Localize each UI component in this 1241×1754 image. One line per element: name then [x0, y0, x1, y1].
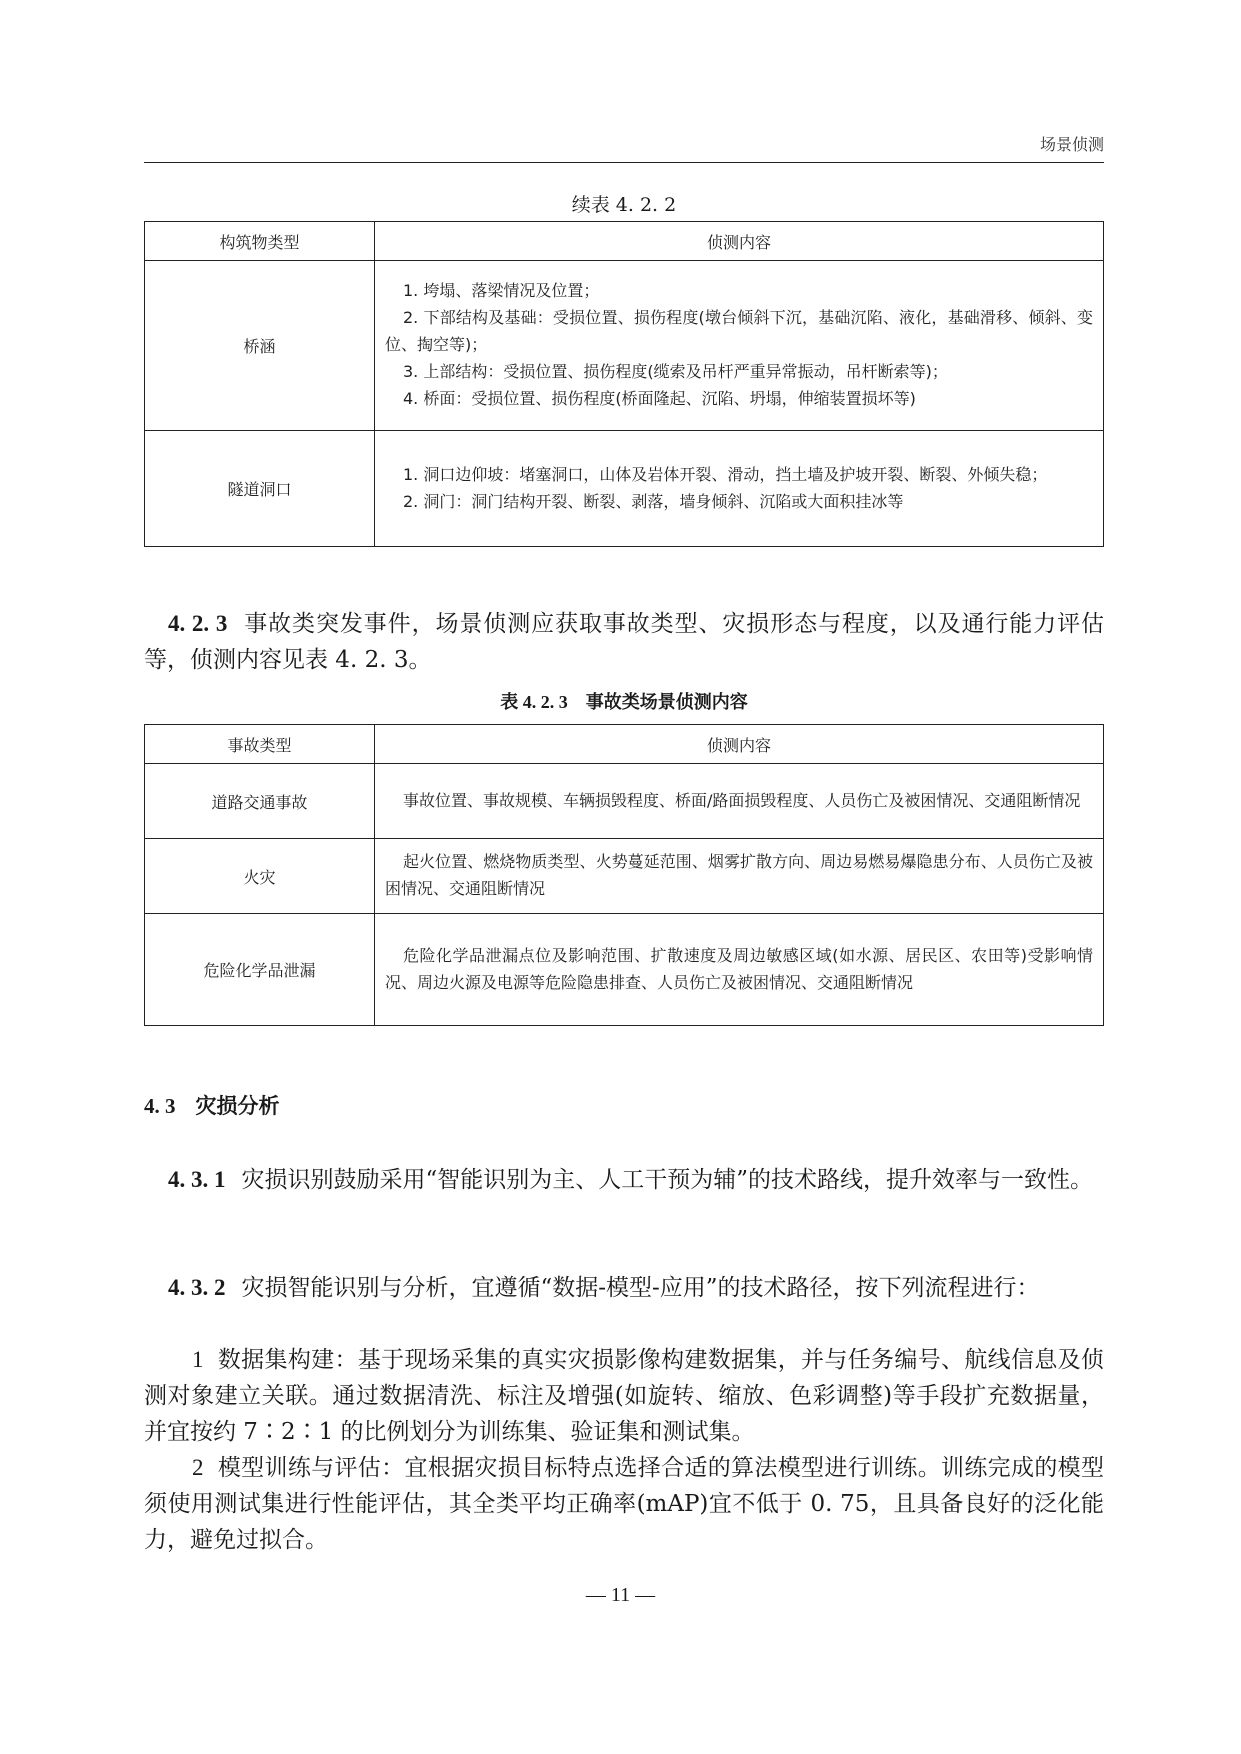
column-header: 事故类型: [145, 725, 375, 764]
content-item: 1. 洞口边仰坡：堵塞洞口，山体及岩体开裂、滑动，挡土墙及护坡开裂、断裂、外倾失稳；: [403, 464, 1048, 484]
table-continued-caption: 续表 4. 2. 2: [571, 194, 677, 216]
table-4-2-2-continued: [144, 221, 1104, 547]
table-title-text: 事故类场景侦测内容: [585, 692, 748, 713]
table-header-row: [145, 725, 1104, 764]
section-4-3-heading: [144, 1090, 280, 1120]
accident-type: 火灾: [145, 839, 375, 914]
detection-content: [375, 261, 1104, 431]
table-row: [145, 764, 1104, 839]
structure-type: 桥涵: [145, 261, 375, 431]
table-4-2-3-title: [144, 688, 1104, 714]
column-header: 侦测内容: [375, 222, 1104, 261]
clause-4-3-1: [144, 1162, 1104, 1198]
detection-content: 起火位置、燃烧物质类型、火势蔓延范围、烟雾扩散方向、周边易燃易爆隐患分布、人员伤亡及被困情况、交通阻断情况: [375, 839, 1104, 914]
table-header-row: [145, 222, 1104, 261]
content-item: 4. 桥面：受损位置、损伤程度(桥面隆起、沉陷、坍塌，伸缩装置损坏等): [403, 389, 916, 408]
content-item: 2. 洞门：洞门结构开裂、断裂、剥落，墙身倾斜、沉陷或大面积挂冰等: [403, 491, 904, 511]
column-header: 侦测内容: [375, 725, 1104, 764]
accident-type: 道路交通事故: [145, 764, 375, 839]
structure-type: 隧道洞口: [145, 431, 375, 547]
table-row: [145, 431, 1104, 547]
list-item-text: 数据集构建：基于现场采集的真实灾损影像构建数据集，并与任务编号、航线信息及侦测对象建立关联。通过数据清洗、标注及增强(如旋转、缩放、色彩调整)等手段扩充数据量，并宜按约 7∶2∶1 的比例划分为训练集、验证集和测试集。: [144, 1347, 1104, 1445]
list-item: [144, 1342, 1104, 1450]
section-title: 灾损分析: [195, 1094, 280, 1118]
table-4-2-3: [144, 724, 1104, 1026]
list-item: [144, 1450, 1104, 1558]
content-item: 3. 上部结构：受损位置、损伤程度(缆索及吊杆严重异常振动，吊杆断索等)；: [403, 362, 948, 381]
clause-number: 4. 3. 2: [168, 1275, 226, 1300]
table-row: [145, 261, 1104, 431]
clause-4-2-3: [144, 606, 1104, 678]
column-header: 构筑物类型: [145, 222, 375, 261]
page-number: — 11 —: [585, 1584, 656, 1606]
clause-text: 灾损识别鼓励采用“智能识别为主、人工干预为辅”的技术路线，提升效率与一致性。: [241, 1167, 1094, 1193]
detection-content: 事故位置、事故规模、车辆损毁程度、桥面/路面损毁程度、人员伤亡及被困情况、交通阻断情况: [375, 764, 1104, 839]
content-item: 1. 垮塌、落梁情况及位置；: [403, 281, 600, 300]
detection-content: 危险化学品泄漏点位及影响范围、扩散速度及周边敏感区域(如水源、居民区、农田等)受影响情况、周边火源及电源等危险隐患排查、人员伤亡及被困情况、交通阻断情况: [375, 914, 1104, 1026]
table-row: [145, 839, 1104, 914]
clause-number: 4. 2. 3: [168, 611, 228, 636]
list-item-number: 1: [192, 1347, 204, 1372]
running-header: 场景侦测: [1039, 135, 1104, 154]
clause-text: 灾损智能识别与分析，宜遵循“数据-模型-应用”的技术路径，按下列流程进行：: [241, 1275, 1040, 1301]
content-item: 2. 下部结构及基础：受损位置、损伤程度(墩台倾斜下沉，基础沉陷、液化，基础滑移、倾斜、变位、掏空等)；: [385, 308, 1093, 354]
clause-number: 4. 3. 1: [168, 1167, 226, 1192]
table-row: [145, 914, 1104, 1026]
detection-content: [375, 431, 1104, 547]
list-item-number: 2: [192, 1455, 204, 1480]
table-number: 表 4. 2. 3: [500, 692, 568, 712]
list-item-text: 模型训练与评估：宜根据灾损目标特点选择合适的算法模型进行训练。训练完成的模型须使用测试集进行性能评估，其全类平均正确率(mAP)宜不低于 0. 75，且具备良好的泛化能力，避免过拟合。: [144, 1455, 1104, 1553]
header-rule: [144, 162, 1104, 163]
clause-4-3-2: [144, 1270, 1104, 1306]
clause-text: 事故类突发事件，场景侦测应获取事故类型、灾损形态与程度，以及通行能力评估等，侦测内容见表 4. 2. 3。: [144, 611, 1105, 673]
section-number: 4. 3: [144, 1094, 176, 1118]
accident-type: 危险化学品泄漏: [145, 914, 375, 1026]
